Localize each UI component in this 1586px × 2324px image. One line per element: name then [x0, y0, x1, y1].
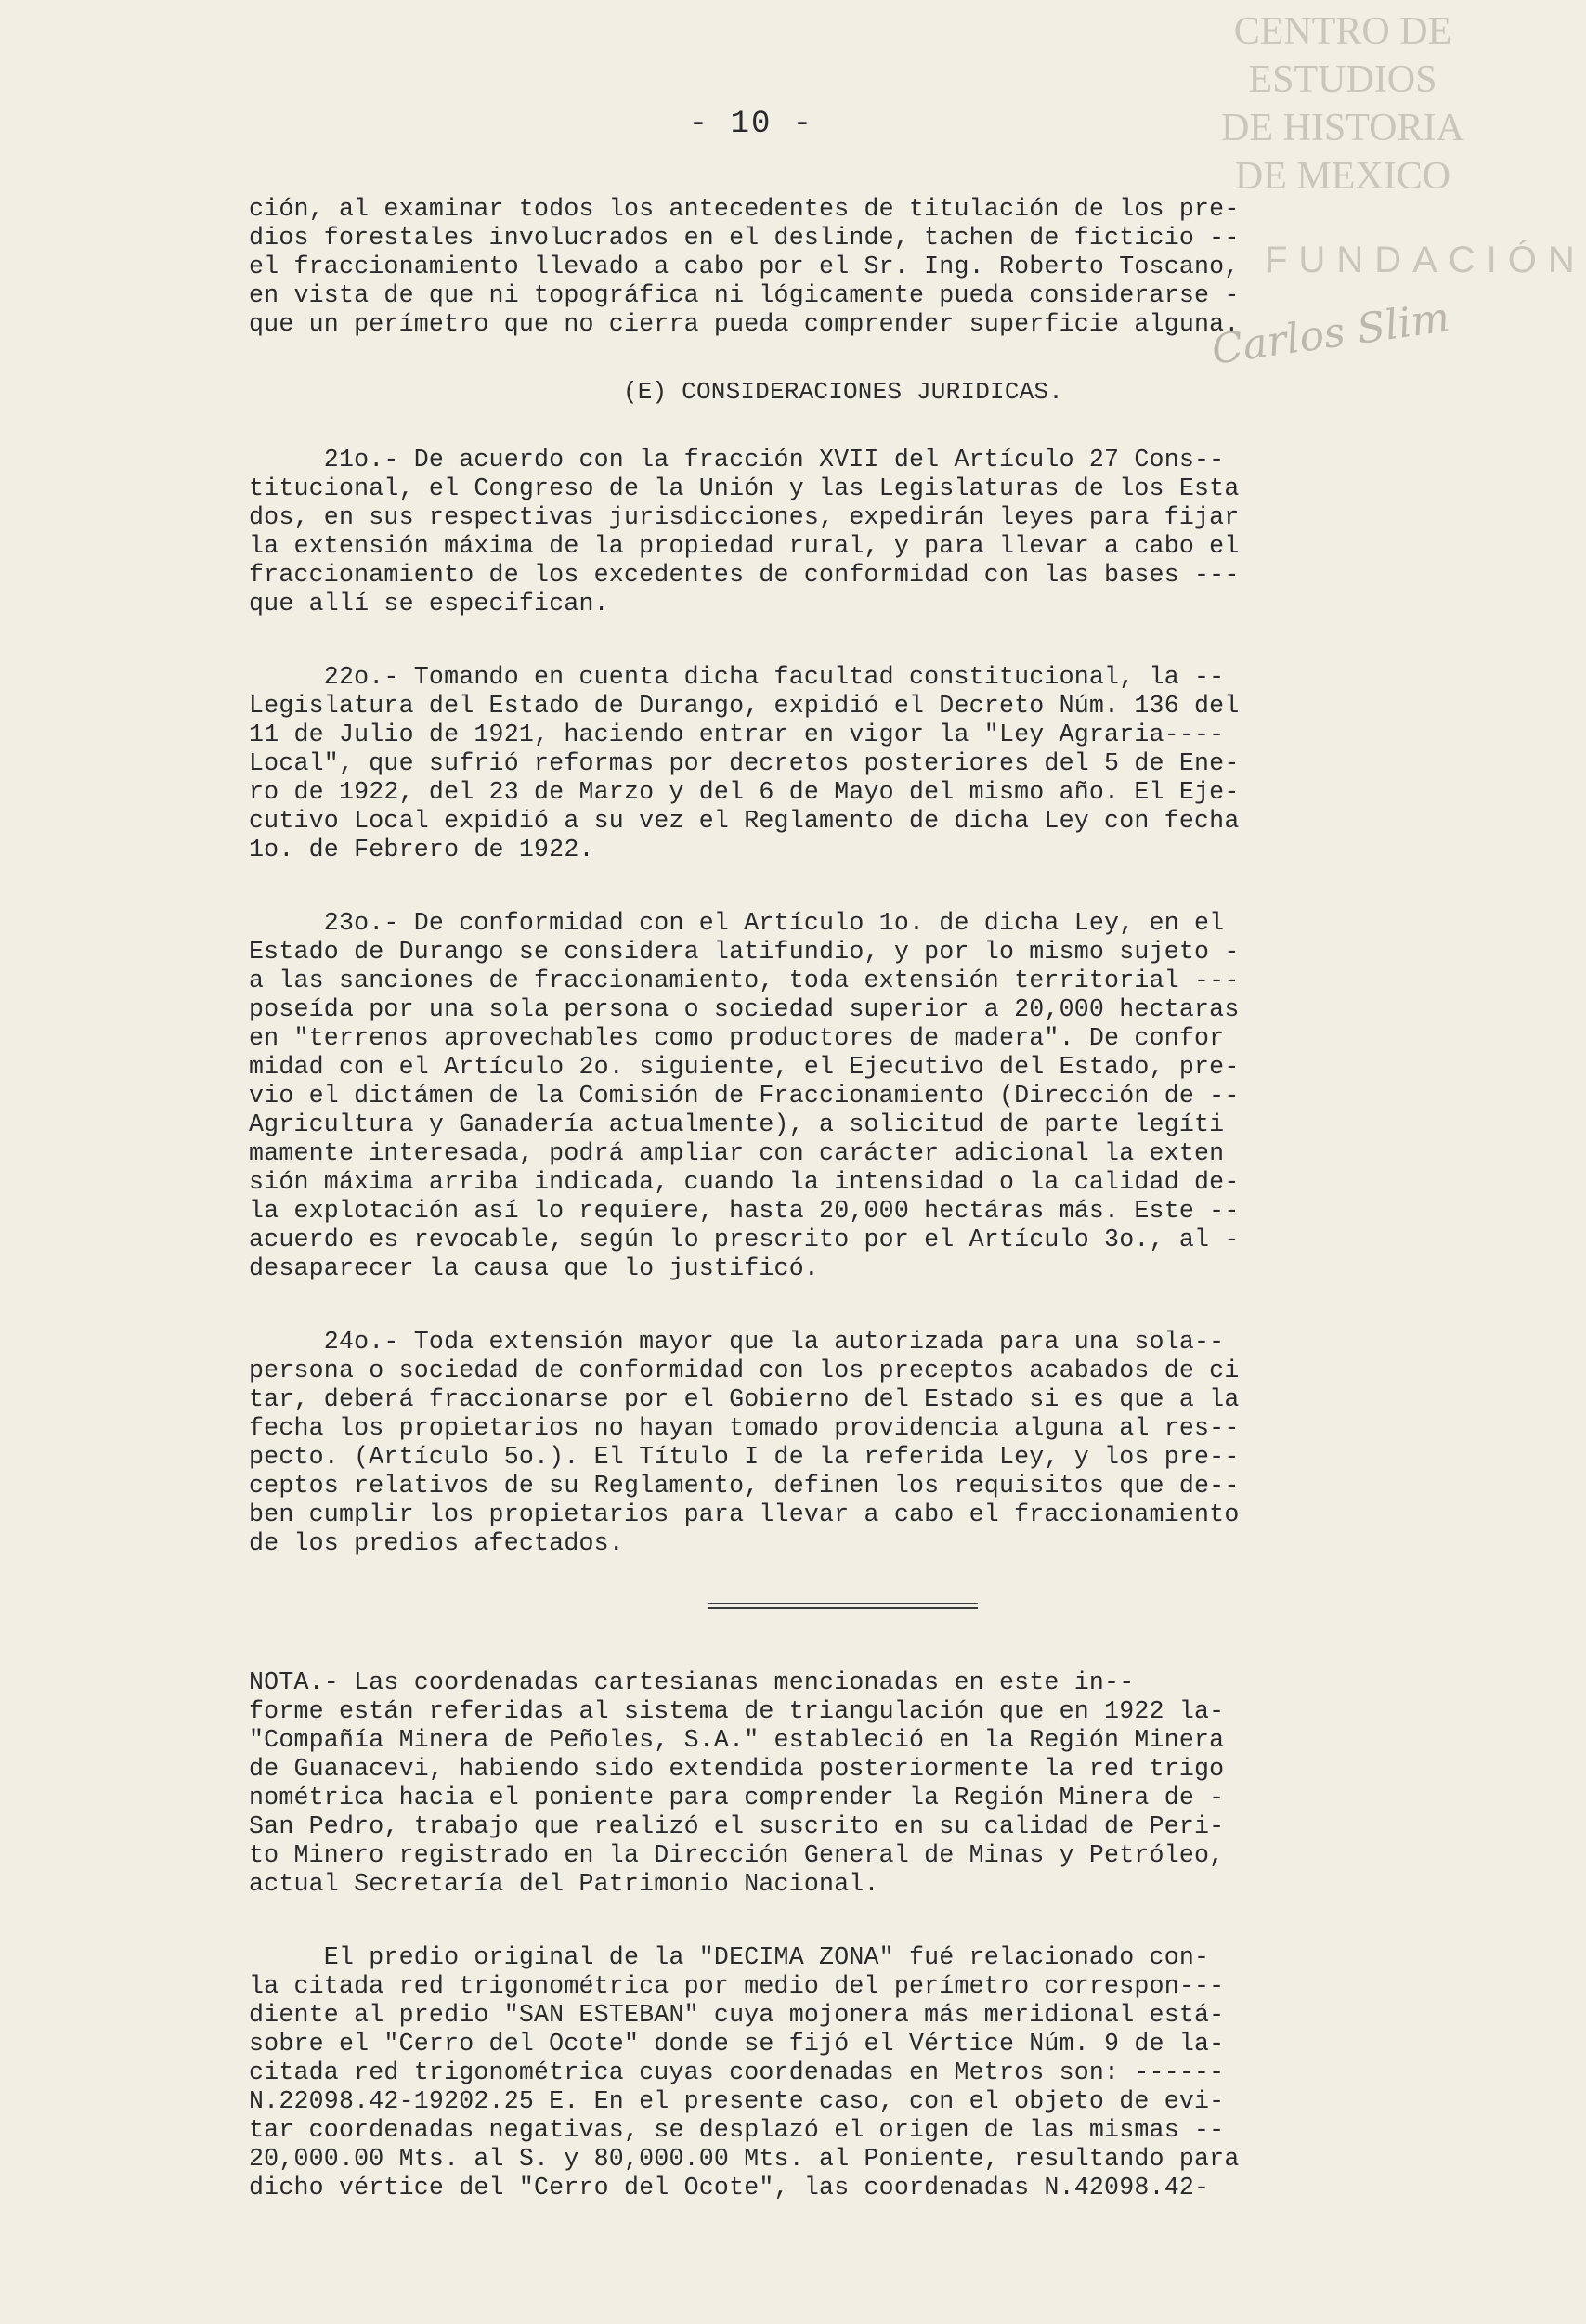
text-line: dios forestales involucrados en el deslinde, tachen de ficticio -- [249, 224, 1240, 252]
text-line: acuerdo es revocable, según lo prescrito por el Artículo 3o., al - [249, 1226, 1240, 1253]
paragraph-21 [249, 446, 1437, 618]
text-line: 22o.- Tomando en cuenta dicha facultad constitucional, la -- [249, 663, 1225, 691]
text-line: 1o. de Febrero de 1922. [249, 836, 594, 863]
text-line: ben cumplir los propietarios para llevar a cabo el fraccionamiento [249, 1500, 1240, 1528]
watermark-signature: Carlos Slim [1208, 293, 1453, 374]
text-line: que allí se especifican. [249, 590, 609, 617]
text-line: El predio original de la "DECIMA ZONA" fué relacionado con- [249, 1943, 1210, 1971]
final-paragraph [249, 1943, 1437, 2202]
paragraph-24 [249, 1328, 1437, 1558]
paragraph-23 [249, 909, 1437, 1283]
text-line: 23o.- De conformidad con el Artículo 1o. de dicha Ley, en el [249, 909, 1225, 937]
text-line: actual Secretaría del Patrimonio Nacional. [249, 1870, 879, 1898]
watermark-line: DE MEXICO [1234, 155, 1451, 198]
text-line: desaparecer la causa que lo justificó. [249, 1254, 820, 1282]
watermark-line: ESTUDIOS [1248, 58, 1437, 101]
section-heading: (E) CONSIDERACIONES JURIDICAS. [622, 378, 1064, 406]
text-line: poseída por una sola persona o sociedad superior a 20,000 hectaras [249, 995, 1240, 1023]
text-line: 24o.- Toda extensión mayor que la autorizada para una sola-- [249, 1328, 1225, 1356]
text-line: la explotación así lo requiere, hasta 20,000 hectáras más. Este -- [249, 1197, 1240, 1225]
text-line: Legislatura del Estado de Durango, expidió el Decreto Núm. 136 del [249, 692, 1240, 720]
text-line: la citada red trigonométrica por medio del perímetro correspon--- [249, 1972, 1225, 2000]
text-line: de Guanacevi, habiendo sido extendida posteriormente la red trigo [249, 1755, 1225, 1783]
text-line: en "terrenos aprovechables como productores de madera". De confor [249, 1024, 1225, 1052]
document-body [249, 195, 1437, 2202]
text-line: to Minero registrado en la Dirección General de Minas y Petróleo, [249, 1841, 1225, 1869]
watermark-line: CENTRO DE [1233, 10, 1452, 53]
text-line: ro de 1922, del 23 de Marzo y del 6 de Mayo del mismo año. El Eje- [249, 778, 1240, 806]
text-line: titucional, el Congreso de la Unión y las Legislaturas de los Esta [249, 474, 1240, 502]
page-number: - 10 - [688, 107, 814, 142]
text-line: mamente interesada, podrá ampliar con carácter adicional la exten [249, 1139, 1225, 1167]
text-line: en vista de que ni topográfica ni lógicamente pueda considerarse - [249, 281, 1240, 309]
text-line: ción, al examinar todos los antecedentes de titulación de los pre- [249, 195, 1240, 223]
text-line: "Compañía Minera de Peñoles, S.A." estableció en la Región Minera [249, 1726, 1225, 1754]
text-line: N.22098.42-19202.25 E. En el presente caso, con el objeto de evi- [249, 2087, 1225, 2115]
continuation-paragraph [249, 195, 1437, 339]
section-divider [708, 1603, 978, 1609]
text-line: citada red trigonométrica cuyas coordenadas en Metros son: ------ [249, 2058, 1225, 2086]
text-line: pecto. (Artículo 5o.). El Título I de la referida Ley, y los pre-- [249, 1443, 1240, 1471]
text-line: Local", que sufrió reformas por decretos posteriores del 5 de Ene- [249, 749, 1240, 777]
text-line: 11 de Julio de 1921, haciendo entrar en vigor la "Ley Agraria---- [249, 721, 1225, 748]
text-line: sión máxima arriba indicada, cuando la intensidad o la calidad de- [249, 1168, 1240, 1196]
watermark-overlay: FUNDACIÓN [1265, 240, 1586, 280]
text-line: Agricultura y Ganadería actualmente), a solicitud de parte legíti [249, 1110, 1225, 1138]
text-line: persona o sociedad de conformidad con los preceptos acabados de ci [249, 1357, 1240, 1384]
text-line: tar coordenadas negativas, se desplazó el origen de las mismas -- [249, 2116, 1225, 2144]
text-line: dicho vértice del "Cerro del Ocote", las coordenadas N.42098.42- [249, 2174, 1210, 2201]
text-line: de los predios afectados. [249, 1529, 624, 1557]
text-line: que un perímetro que no cierra pueda comprender superficie alguna. [249, 310, 1240, 338]
text-line: 21o.- De acuerdo con la fracción XVII del Artículo 27 Cons-- [249, 446, 1225, 474]
watermark-line: DE HISTORIA [1221, 107, 1464, 149]
text-line: el fraccionamiento llevado a cabo por el Sr. Ing. Roberto Toscano, [249, 253, 1240, 280]
text-line: NOTA.- Las coordenadas cartesianas mencionadas en este in-- [249, 1668, 1135, 1696]
paragraph-22 [249, 663, 1437, 864]
text-line: sobre el "Cerro del Ocote" donde se fijó el Vértice Núm. 9 de la- [249, 2030, 1225, 2058]
text-line: fraccionamiento de los excedentes de conformidad con las bases --- [249, 561, 1240, 589]
text-line: ceptos relativos de su Reglamento, definen los requisitos que de-- [249, 1472, 1240, 1500]
text-line: 20,000.00 Mts. al S. y 80,000.00 Mts. al Poniente, resultando para [249, 2145, 1240, 2173]
text-line: forme están referidas al sistema de triangulación que en 1922 la- [249, 1697, 1225, 1725]
text-line: fecha los propietarios no hayan tomado providencia alguna al res-- [249, 1414, 1240, 1442]
text-line: vio el dictámen de la Comisión de Fraccionamiento (Dirección de -- [249, 1082, 1240, 1110]
text-line: Estado de Durango se considera latifundio, y por lo mismo sujeto - [249, 938, 1240, 966]
text-line: midad con el Artículo 2o. siguiente, el Ejecutivo del Estado, pre- [249, 1053, 1240, 1081]
text-line: nométrica hacia el poniente para comprender la Región Minera de - [249, 1784, 1225, 1811]
text-line: cutivo Local expidió a su vez el Reglamento de dicha Ley con fecha [249, 807, 1240, 835]
institution-watermark [1203, 7, 1482, 201]
text-line: la extensión máxima de la propiedad rural, y para llevar a cabo el [249, 532, 1240, 560]
text-line: diente al predio "SAN ESTEBAN" cuya mojonera más meridional está- [249, 2001, 1225, 2029]
text-line: San Pedro, trabajo que realizó el suscrito en su calidad de Peri- [249, 1812, 1225, 1840]
text-line: a las sanciones de fraccionamiento, toda extensión territorial --- [249, 967, 1240, 994]
note-paragraph [249, 1668, 1437, 1899]
text-line: tar, deberá fraccionarse por el Gobierno del Estado si es que a la [249, 1385, 1240, 1413]
text-line: dos, en sus respectivas jurisdicciones, expedirán leyes para fijar [249, 503, 1240, 531]
